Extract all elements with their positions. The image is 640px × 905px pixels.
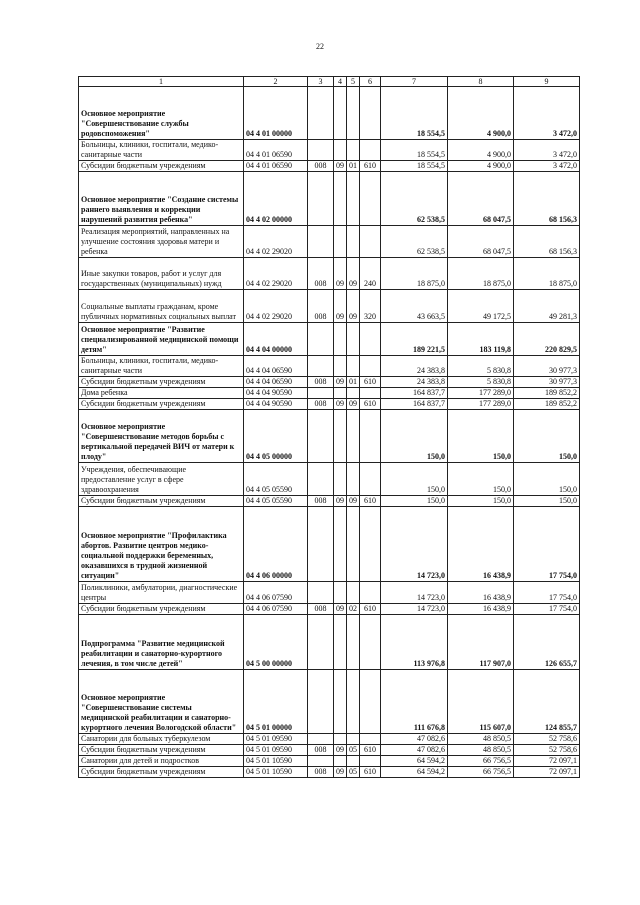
row-subsection: 05	[347, 767, 360, 778]
row-name: Субсидии бюджетным учреждениям	[79, 604, 244, 615]
header-cell: 2	[244, 77, 308, 87]
table-row	[79, 161, 580, 172]
table-row	[79, 356, 580, 377]
row-amount-3: 52 758,6	[514, 734, 580, 745]
row-section	[334, 87, 347, 140]
row-grbs	[308, 670, 334, 734]
row-grbs: 008	[308, 161, 334, 172]
row-amount-1: 14 723,0	[381, 582, 448, 604]
row-code: 04 4 05 05590	[244, 496, 308, 507]
row-section	[334, 140, 347, 161]
row-section: 09	[334, 745, 347, 756]
row-grbs: 008	[308, 377, 334, 388]
row-grbs	[308, 507, 334, 582]
row-expense-type	[360, 582, 381, 604]
row-amount-3: 49 281,3	[514, 290, 580, 323]
row-name: Социальные выплаты гражданам, кроме публичных нормативных социальных выплат	[79, 290, 244, 323]
row-name: Основное мероприятие "Совершенствование методов борьбы с вертикальной передачей ВИЧ от матери к плоду"	[79, 410, 244, 463]
row-grbs	[308, 734, 334, 745]
table-row	[79, 290, 580, 323]
table-row	[79, 582, 580, 604]
row-code: 04 5 00 00000	[244, 615, 308, 670]
row-section	[334, 734, 347, 745]
row-subsection	[347, 410, 360, 463]
row-amount-2: 5 830,8	[448, 356, 514, 377]
row-amount-2: 177 289,0	[448, 388, 514, 399]
header-cell: 4	[334, 77, 347, 87]
row-amount-2: 66 756,5	[448, 756, 514, 767]
row-name: Субсидии бюджетным учреждениям	[79, 496, 244, 507]
row-expense-type	[360, 410, 381, 463]
row-expense-type: 240	[360, 258, 381, 290]
row-grbs	[308, 463, 334, 496]
row-expense-type	[360, 323, 381, 356]
row-code: 04 5 01 10590	[244, 756, 308, 767]
row-grbs	[308, 356, 334, 377]
row-name: Основное мероприятие "Создание системы раннего выявления и коррекции нарушений развития ребенка"	[79, 172, 244, 226]
row-subsection	[347, 388, 360, 399]
row-amount-2: 18 875,0	[448, 258, 514, 290]
row-code: 04 5 01 09590	[244, 745, 308, 756]
header-cell: 3	[308, 77, 334, 87]
row-section: 09	[334, 604, 347, 615]
row-code: 04 4 04 90590	[244, 399, 308, 410]
row-grbs	[308, 615, 334, 670]
row-amount-1: 150,0	[381, 463, 448, 496]
row-amount-3: 72 097,1	[514, 767, 580, 778]
row-amount-2: 66 756,5	[448, 767, 514, 778]
row-section	[334, 756, 347, 767]
table-row	[79, 140, 580, 161]
table-row	[79, 463, 580, 496]
row-amount-1: 64 594,2	[381, 767, 448, 778]
row-amount-3: 3 472,0	[514, 161, 580, 172]
row-grbs	[308, 140, 334, 161]
row-expense-type: 610	[360, 161, 381, 172]
row-amount-2: 117 907,0	[448, 615, 514, 670]
table-row	[79, 767, 580, 778]
row-grbs: 008	[308, 604, 334, 615]
table-row	[79, 507, 580, 582]
header-cell: 1	[79, 77, 244, 87]
table-row	[79, 745, 580, 756]
row-section: 09	[334, 496, 347, 507]
table-row	[79, 258, 580, 290]
row-amount-3: 189 852,2	[514, 399, 580, 410]
row-section: 09	[334, 258, 347, 290]
row-expense-type	[360, 388, 381, 399]
row-amount-2: 150,0	[448, 410, 514, 463]
row-section	[334, 670, 347, 734]
row-section	[334, 615, 347, 670]
table-row	[79, 323, 580, 356]
row-grbs	[308, 582, 334, 604]
row-amount-1: 43 663,5	[381, 290, 448, 323]
row-amount-2: 68 047,5	[448, 172, 514, 226]
row-expense-type: 610	[360, 399, 381, 410]
row-section	[334, 582, 347, 604]
row-name: Санатории для больных туберкулезом	[79, 734, 244, 745]
row-amount-3: 124 855,7	[514, 670, 580, 734]
row-amount-1: 164 837,7	[381, 388, 448, 399]
row-amount-2: 48 850,5	[448, 734, 514, 745]
row-amount-3: 72 097,1	[514, 756, 580, 767]
row-name: Основное мероприятие "Совершенствование службы родовспоможения"	[79, 87, 244, 140]
row-code: 04 4 04 00000	[244, 323, 308, 356]
row-code: 04 4 01 06590	[244, 161, 308, 172]
row-name: Субсидии бюджетным учреждениям	[79, 377, 244, 388]
row-grbs	[308, 323, 334, 356]
row-grbs: 008	[308, 290, 334, 323]
row-code: 04 4 06 07590	[244, 604, 308, 615]
row-code: 04 4 02 29020	[244, 258, 308, 290]
row-amount-2: 4 900,0	[448, 87, 514, 140]
row-amount-2: 150,0	[448, 463, 514, 496]
row-amount-2: 16 438,9	[448, 582, 514, 604]
row-code: 04 5 01 09590	[244, 734, 308, 745]
row-subsection: 05	[347, 745, 360, 756]
row-name: Иные закупки товаров, работ и услуг для государственных (муниципальных) нужд	[79, 258, 244, 290]
row-name: Больницы, клиники, госпитали, медико-санитарные части	[79, 140, 244, 161]
row-section: 09	[334, 290, 347, 323]
table-row	[79, 756, 580, 767]
row-code: 04 5 01 00000	[244, 670, 308, 734]
row-amount-1: 113 976,8	[381, 615, 448, 670]
table-row	[79, 734, 580, 745]
row-code: 04 4 04 90590	[244, 388, 308, 399]
row-amount-3: 3 472,0	[514, 87, 580, 140]
row-subsection: 01	[347, 161, 360, 172]
row-amount-1: 150,0	[381, 410, 448, 463]
row-subsection: 09	[347, 290, 360, 323]
table-row	[79, 226, 580, 258]
row-name: Дома ребенка	[79, 388, 244, 399]
row-amount-2: 4 900,0	[448, 161, 514, 172]
row-expense-type	[360, 87, 381, 140]
row-expense-type	[360, 615, 381, 670]
row-amount-2: 183 119,8	[448, 323, 514, 356]
row-expense-type: 610	[360, 745, 381, 756]
header-cell: 5	[347, 77, 360, 87]
row-amount-1: 164 837,7	[381, 399, 448, 410]
row-name: Санатории для детей и подростков	[79, 756, 244, 767]
row-amount-3: 220 829,5	[514, 323, 580, 356]
row-subsection	[347, 615, 360, 670]
row-section	[334, 323, 347, 356]
row-subsection: 02	[347, 604, 360, 615]
row-amount-1: 18 554,5	[381, 87, 448, 140]
row-grbs: 008	[308, 745, 334, 756]
row-code: 04 4 04 06590	[244, 377, 308, 388]
row-amount-1: 24 383,8	[381, 377, 448, 388]
row-name: Основное мероприятие "Профилактика абортов. Развитие центров медико-социальной поддержки беременных, оказавшихся в трудной жизненной ситуации"	[79, 507, 244, 582]
row-amount-2: 68 047,5	[448, 226, 514, 258]
row-amount-1: 47 082,6	[381, 734, 448, 745]
row-name: Больницы, клиники, госпитали, медико-санитарные части	[79, 356, 244, 377]
row-code: 04 4 02 29020	[244, 290, 308, 323]
row-grbs: 008	[308, 767, 334, 778]
header-cell: 7	[381, 77, 448, 87]
row-expense-type	[360, 463, 381, 496]
row-amount-1: 62 538,5	[381, 226, 448, 258]
row-expense-type	[360, 670, 381, 734]
row-section	[334, 172, 347, 226]
row-amount-3: 52 758,6	[514, 745, 580, 756]
row-code: 04 4 06 00000	[244, 507, 308, 582]
row-code: 04 4 02 29020	[244, 226, 308, 258]
row-grbs	[308, 756, 334, 767]
row-name: Субсидии бюджетным учреждениям	[79, 767, 244, 778]
page-number: 22	[316, 42, 324, 51]
row-code: 04 4 02 00000	[244, 172, 308, 226]
row-name: Субсидии бюджетным учреждениям	[79, 745, 244, 756]
row-code: 04 4 04 06590	[244, 356, 308, 377]
row-amount-2: 16 438,9	[448, 507, 514, 582]
row-amount-2: 5 830,8	[448, 377, 514, 388]
row-grbs: 008	[308, 399, 334, 410]
row-amount-3: 18 875,0	[514, 258, 580, 290]
row-amount-2: 177 289,0	[448, 399, 514, 410]
row-amount-3: 17 754,0	[514, 582, 580, 604]
row-amount-2: 4 900,0	[448, 140, 514, 161]
row-subsection	[347, 226, 360, 258]
row-amount-3: 150,0	[514, 463, 580, 496]
row-code: 04 4 06 07590	[244, 582, 308, 604]
row-code: 04 4 05 00000	[244, 410, 308, 463]
table-row	[79, 410, 580, 463]
row-expense-type	[360, 140, 381, 161]
row-expense-type: 320	[360, 290, 381, 323]
row-amount-1: 24 383,8	[381, 356, 448, 377]
row-section	[334, 507, 347, 582]
table-row	[79, 604, 580, 615]
row-expense-type	[360, 226, 381, 258]
table-row	[79, 377, 580, 388]
row-section	[334, 463, 347, 496]
row-name: Основное мероприятие "Развитие специализированной медицинской помощи детям"	[79, 323, 244, 356]
row-amount-3: 126 655,7	[514, 615, 580, 670]
row-name: Субсидии бюджетным учреждениям	[79, 399, 244, 410]
row-expense-type: 610	[360, 767, 381, 778]
row-amount-3: 150,0	[514, 496, 580, 507]
header-cell: 6	[360, 77, 381, 87]
table-row	[79, 172, 580, 226]
row-amount-1: 14 723,0	[381, 604, 448, 615]
header-cell: 8	[448, 77, 514, 87]
row-amount-3: 17 754,0	[514, 507, 580, 582]
row-subsection	[347, 356, 360, 377]
row-amount-1: 189 221,5	[381, 323, 448, 356]
row-grbs: 008	[308, 496, 334, 507]
row-section	[334, 388, 347, 399]
row-amount-2: 49 172,5	[448, 290, 514, 323]
row-section: 09	[334, 161, 347, 172]
row-subsection	[347, 323, 360, 356]
row-code: 04 4 05 05590	[244, 463, 308, 496]
row-expense-type	[360, 507, 381, 582]
row-amount-3: 68 156,3	[514, 226, 580, 258]
row-subsection: 09	[347, 258, 360, 290]
row-amount-1: 18 554,5	[381, 161, 448, 172]
row-amount-3: 30 977,3	[514, 356, 580, 377]
row-subsection	[347, 463, 360, 496]
row-expense-type: 610	[360, 377, 381, 388]
row-subsection	[347, 734, 360, 745]
row-grbs	[308, 87, 334, 140]
row-subsection	[347, 140, 360, 161]
table-row	[79, 496, 580, 507]
row-amount-3: 150,0	[514, 410, 580, 463]
row-section	[334, 356, 347, 377]
row-section: 09	[334, 767, 347, 778]
row-expense-type: 610	[360, 496, 381, 507]
row-section	[334, 226, 347, 258]
row-amount-1: 150,0	[381, 496, 448, 507]
header-row	[79, 77, 580, 87]
row-amount-3: 30 977,3	[514, 377, 580, 388]
row-name: Реализация мероприятий, направленных на улучшение состояния здоровья матери и ребенка	[79, 226, 244, 258]
table-row	[79, 670, 580, 734]
row-grbs	[308, 388, 334, 399]
row-amount-2: 150,0	[448, 496, 514, 507]
row-code: 04 5 01 10590	[244, 767, 308, 778]
row-subsection	[347, 582, 360, 604]
row-subsection	[347, 756, 360, 767]
row-section: 09	[334, 377, 347, 388]
row-name: Основное мероприятие "Совершенствование системы медицинской реабилитации и санаторно-курортного лечения Вологодской области"	[79, 670, 244, 734]
row-amount-1: 18 875,0	[381, 258, 448, 290]
row-amount-3: 68 156,3	[514, 172, 580, 226]
row-amount-2: 115 607,0	[448, 670, 514, 734]
row-name: Поликлиники, амбулатории, диагностические центры	[79, 582, 244, 604]
row-amount-1: 64 594,2	[381, 756, 448, 767]
row-subsection: 01	[347, 377, 360, 388]
table-row	[79, 615, 580, 670]
row-subsection	[347, 507, 360, 582]
row-amount-2: 16 438,9	[448, 604, 514, 615]
row-name: Подпрограмма "Развитие медицинской реабилитации и санаторно-курортного лечения, в том числе детей"	[79, 615, 244, 670]
row-expense-type	[360, 172, 381, 226]
table-row	[79, 399, 580, 410]
row-amount-1: 62 538,5	[381, 172, 448, 226]
row-grbs	[308, 172, 334, 226]
row-amount-3: 17 754,0	[514, 604, 580, 615]
table-body	[79, 77, 580, 778]
row-expense-type	[360, 356, 381, 377]
row-expense-type: 610	[360, 604, 381, 615]
row-section: 09	[334, 399, 347, 410]
row-name: Субсидии бюджетным учреждениям	[79, 161, 244, 172]
row-grbs: 008	[308, 258, 334, 290]
budget-table	[78, 76, 580, 778]
row-subsection	[347, 87, 360, 140]
row-expense-type	[360, 734, 381, 745]
row-code: 04 4 01 06590	[244, 140, 308, 161]
header-cell: 9	[514, 77, 580, 87]
row-grbs	[308, 226, 334, 258]
row-code: 04 4 01 00000	[244, 87, 308, 140]
row-amount-3: 3 472,0	[514, 140, 580, 161]
row-subsection: 09	[347, 496, 360, 507]
row-amount-3: 189 852,2	[514, 388, 580, 399]
row-amount-1: 47 082,6	[381, 745, 448, 756]
table-row	[79, 87, 580, 140]
row-amount-1: 14 723,0	[381, 507, 448, 582]
row-subsection: 09	[347, 399, 360, 410]
row-amount-1: 111 676,8	[381, 670, 448, 734]
row-section	[334, 410, 347, 463]
table-row	[79, 388, 580, 399]
row-amount-1: 18 554,5	[381, 140, 448, 161]
row-name: Учреждения, обеспечивающие предоставление услуг в сфере здравоохранения	[79, 463, 244, 496]
row-subsection	[347, 670, 360, 734]
row-expense-type	[360, 756, 381, 767]
row-amount-2: 48 850,5	[448, 745, 514, 756]
row-subsection	[347, 172, 360, 226]
row-grbs	[308, 410, 334, 463]
